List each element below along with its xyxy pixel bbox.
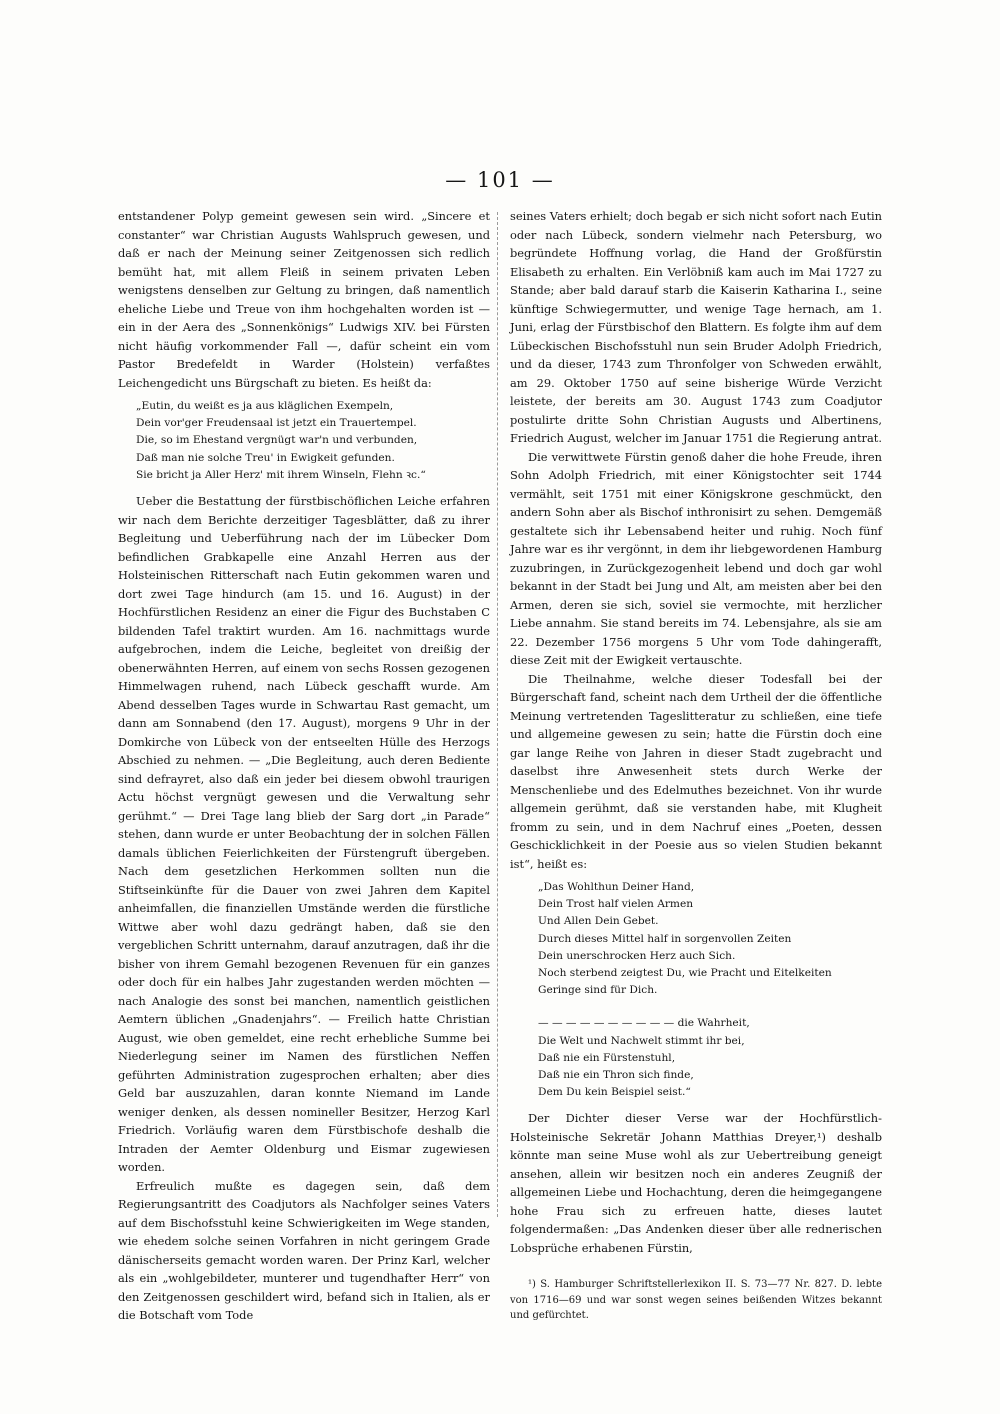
verse-line: Durch dieses Mittel half in sorgenvollen Zeiten: [538, 932, 792, 945]
footnote: ¹) S. Hamburger Schriftstellerlexikon II. S. 73—77 Nr. 827. D. lebte von 1716—69 und war sonst wegen seines beißenden Witzes bekannt und gefürchtet.: [510, 1279, 882, 1322]
verse-line: „Das Wohlthun Deiner Hand,: [538, 881, 695, 893]
paragraph: seines Vaters erhielt; doch begab er sich nicht sofort nach Eutin oder nach Lübeck, sondern vielmehr nach Petersburg, wo begründete Hoffnung vorlag, die Hand der Großfürstin Elisabeth zu erhalten. Ein Verlöbniß kam auch im Mai 1727 zu Stande; aber bald darauf starb die Kaiserin Katharina I., seine künftige Schwiegermutter, und wenige Tage hernach, am 1. Juni, erlag der Fürstbischof den Blattern. Es folgte ihm auf dem Lübeckischen Bischofsstuhl nun sein Bruder Adolph Friedrich, und da dieser, 1743 zum Thronfolger von Schweden erwählt, am 29. Oktober 1750 auf seine bisherige Würde Verzicht leistete, der bereits am 30. August 1743 zum Coadjutor postulirte dritte Sohn Christian Augusts und Albertinens, Friedrich August, welcher im Januar 1751 die Regierung antrat.: [510, 209, 882, 445]
verse-line: — — — — — — — — — — die Wahrheit,: [538, 1017, 750, 1030]
footnotes: [510, 1277, 882, 1324]
verse-line: Daß man nie solche Treu' in Ewigkeit gefunden.: [136, 451, 395, 464]
paragraph: Der Dichter dieser Verse war der Hochfürstlich-Holsteinische Sekretär Johann Matthias Dreyer,¹) deshalb könnte man seine Muse wohl als zur Uebertreibung geneigt ansehen, allein wir besitzen noch ein anderes Zeugniß der allgemeinen Liebe und Hochachtung, deren die heimgegangene hohe Frau sich zu erfreuen hatte, dieses lautet folgendermaßen: „Das Andenken dieser über alle rednerischen Lobsprüche erhabenen Fürstin,: [510, 1111, 882, 1255]
verse-line: Dein Trost half vielen Armen: [538, 898, 694, 911]
verse-line: Dein vor'ger Freudensaal ist jetzt ein Trauertempel.: [136, 417, 417, 430]
memorial-poem: [538, 879, 882, 1101]
verse-line: Daß nie ein Fürstenstuhl,: [538, 1051, 676, 1064]
paragraph: Die verwittwete Fürstin genoß daher die hohe Freude, ihren Sohn Adolph Friedrich, mit einer Königstochter seit 1744 vermählt, seit 1751 mit einer Königskrone geschmückt, den andern Sohn aber als Bischof inthronisirt zu sehen. Demgemäß gestaltete sich ihr Lebensabend heiter und ruhig. Noch fünf Jahre war es ihr vergönnt, in dem ihr liebgewordenen Hamburg zuzubringen, in Zurückgezogenheit lebend und doch gar wohl bekannt in der Stadt bei Jung und Alt, am meisten aber bei den Armen, deren sie sich, soviel sie vermochte, mit herzlicher Liebe annahm. Sie stand bereits im 74. Lebensjahre, als sie am 22. Dezember 1756 morgens 5 Uhr vom Tode dahingerafft, diese Zeit mit der Ewigkeit vertauschte.: [510, 449, 882, 667]
verse-line: Dein unerschrocken Herz auch Sich.: [538, 949, 736, 962]
left-column: [118, 207, 490, 1325]
verse-gap: [538, 999, 882, 1015]
paragraph: Ueber die Bestattung der fürstbischöflichen Leiche erfahren wir nach dem Berichte derzeitiger Tagesblätter, daß zu ihrer Begleitung und Ueberführung nach der im Lübecker Dom befindlichen Grabkapelle eine Anzahl Herren aus der Holsteinischen Ritterschaft nach Eutin gekommen waren und dort zwei Tage hindurch (am 15. und 16. August) in der Hochfürstlichen Residenz an einer die Figur des Buchstaben C bildenden Tafel traktirt wurden. Am 16. nachmittags wurde aufgebrochen, indem die Leiche, begleitet von dreißig der obenerwähnten Herren, auf einem von sechs Rossen gezogenen Himmelwagen ruhend, nach Lübeck geschafft wurde. Am Abend desselben Tages wurde in Schwartau Rast gemacht, um dann am Sonnabend (den 17. August), morgens 9 Uhr in der Domkirche von Lübeck von der entseelten Hülle des Herzogs Abschied zu nehmen. — „Die Begleitung, auch deren Bediente sind defrayret, also daß ein jeder bei diesem obwohl traurigen Actu höchst vergnügt gewesen und die Verwaltung sehr gerühmt.“ — Drei Tage lang blieb der Sarg dort „in Parade“ stehen, dann wurde er unter Beobachtung der in solchen Fällen damals üblichen Feierlichkeiten der Fürstengruft übergeben. Nach dem gesetzlichen Herkommen sollten nun die Stiftseinkünfte für die Dauer von zwei Jahren dem Kapitel anheimfallen, die finanziellen Umstände werden die fürstliche Wittwe aber wohl dazu gedrängt haben, daß sie den vergeblichen Schritt unternahm, darauf anzutragen, daß ihr die bisher von ihrem Gemahl bezogenen Revenuen für ein ganzes oder doch für ein halbes Jahr zugestanden werden möchten — nach Analogie des sonst bei manchen, namentlich geistlichen Aemtern üblichen „Gnadenjahrs“. — Freilich hatte Christian August, wie oben gemeldet, eine recht erhebliche Summe bei Niederlegung seiner im Namen des fürstlichen Neffen geführten Administration zugesprochen erhalten; aber dies Geld bar auszuzahlen, daran konnte Niemand im Lande weniger denken, als dessen nomineller Besitzer, Herzog Karl Friedrich. Vorläufig waren dem Fürstbischofe deshalb die Intraden der Aemter Oldenburg und Eismar zugewiesen worden.: [118, 494, 490, 1175]
right-column: [510, 207, 882, 1324]
verse-line: Noch sterbend zeigtest Du, wie Pracht und Eitelkeiten: [538, 967, 832, 980]
page-number: — 101 —: [445, 168, 555, 192]
verse-line: Die Welt und Nachwelt stimmt ihr bei,: [538, 1034, 745, 1047]
verse-line: „Eutin, du weißt es ja aus kläglichen Exempeln,: [136, 400, 394, 412]
verse-line: Dem Du kein Beispiel seist.“: [538, 1086, 691, 1099]
verse-line: Und Allen Dein Gebet.: [538, 915, 659, 928]
verse-line: Die, so im Ehestand vergnügt war'n und verbunden,: [136, 434, 418, 447]
column-divider: [497, 212, 498, 1217]
paragraph: Die Theilnahme, welche dieser Todesfall bei der Bürgerschaft fand, scheint nach dem Urtheil der die öffentliche Meinung vertretenden Tageslitteratur zu schließen, eine tiefe und allgemeine gewesen zu sein; hatte die Fürstin doch eine gar lange Reihe von Jahren in dieser Stadt zugebracht und daselbst ihre Anwesenheit stets durch Werke der Menschenliebe und des Edelmuthes bezeichnet. Von ihr wurde allgemein gerühmt, daß sie verstanden habe, mit Klugheit fromm zu sein, und in dem Nachruf eines „Poeten, dessen Geschicklichkeit in der Poesie aus so vielen Studien bekannt ist“, heißt es:: [510, 671, 882, 871]
verse-line: Geringe sind für Dich.: [538, 984, 658, 997]
verse-line: Daß nie ein Thron sich finde,: [538, 1069, 694, 1082]
funeral-poem: [136, 398, 490, 484]
paragraph: entstandener Polyp gemeint gewesen sein wird. „Sincere et constanter“ war Christian Augusts Wahlspruch gewesen, und daß er nach der Meinung seiner Zeitgenossen sich redlich bemüht hat, mit allem Fleiß in seinem privaten Leben wenigstens denselben zur Geltung zu bringen, daß namentlich eheliche Liebe und Treue von ihm hochgehalten worden ist — ein in der Aera des „Sonnenkönigs“ Ludwigs XIV. bei Fürsten nicht häufig vorkommender Fall —, dafür scheint ein vom Pastor Bredefeldt in Warder (Holstein) verfaßtes Leichengedicht uns Bürgschaft zu bieten. Es heißt da:: [118, 209, 490, 390]
verse-line: Sie bricht ja Aller Herz' mit ihrem Winseln, Flehn ꝛc.“: [136, 468, 426, 481]
paragraph: Erfreulich mußte es dagegen sein, daß dem Regierungsantritt des Coadjutors als Nachfolger seines Vaters auf dem Bischofsstuhl keine Schwierigkeiten im Wege standen, wie ehedem solche seinen Vorfahren in nicht geringem Grade dänischerseits gemacht worden waren. Der Prinz Karl, welcher als ein „wohlgebildeter, munterer und tugendhafter Herr“ von den Zeitgenossen geschildert wird, befand sich in Italien, als er die Botschaft vom Tode: [118, 1178, 490, 1323]
